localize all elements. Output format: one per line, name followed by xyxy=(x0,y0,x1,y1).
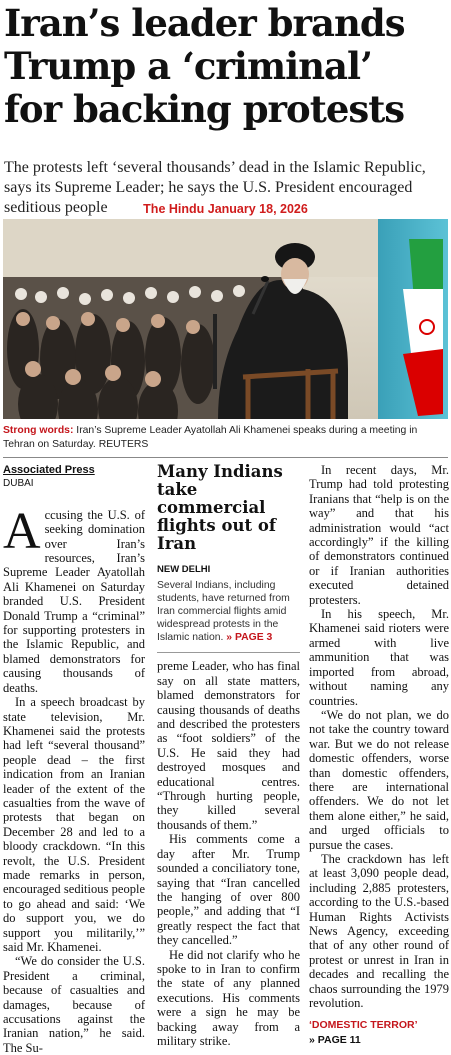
sidebar-body: Several Indians, including students, have returned from Iran commercial flights amid widespread protests in the Islamic nation. xyxy=(157,580,290,644)
article-paragraph: preme Leader, who has final say on all state matters, blamed demonstrators for causing thousands of deaths and described the protesters as “foot soldiers” of the U.S. He said they had destroyed mosques and educational centres. “Through hurting people, they killed several thousands of them.” xyxy=(157,659,300,832)
headline-line-3: for backing protests xyxy=(4,87,405,131)
publication-dateline: The Hindu January 18, 2026 xyxy=(143,202,308,216)
article-paragraph: In a speech broadcast by state television, Mr. Khamenei said the protests had left “several thousand” people dead – the first indication from an Iranian leader of the extent of the casualties from the wave of protests that began on December 28 and led to a bloody crackdown. “In this revolt, the U.S. President made remarks in person, encouraged seditious people to go ahead and said: ‘We do support you, we do support you militarily,’” said Mr. Khamenei. xyxy=(3,695,145,954)
article-paragraph: “We do consider the U.S. President a criminal, because of casualties and damages, because of accusations against the Iranian nation,” he said. The Su- xyxy=(3,954,145,1055)
article-paragraph: His comments come a day after Mr. Trump sounded a conciliatory tone, saying that “Iran cancelled the hanging of over 800 people,” and adding that “I greatly respect the fact that they cancelled.” xyxy=(157,832,300,948)
caption-credit: REUTERS xyxy=(95,439,149,450)
news-photo xyxy=(3,219,448,419)
headline-line-1: Iran’s leader brands xyxy=(4,1,405,45)
article-paragraph xyxy=(3,502,145,695)
article-column-3 xyxy=(309,463,449,1047)
article-paragraph: In his speech, Mr. Khamenei said rioters were armed with live ammunition that was imported from abroad, without naming any countries. xyxy=(309,607,449,708)
deck-subheadline: The protests left ‘several thousands’ dead in the Islamic Republic, says its Supreme Leader; he says the U.S. President encouraged seditious people xyxy=(4,159,426,216)
sidebar-box xyxy=(157,463,300,653)
photo-illustration xyxy=(3,219,448,419)
caption-text: Iran’s Supreme Leader Ayatollah Ali Khamenei speaks during a meeting in Tehran on Saturday. xyxy=(3,425,418,450)
sidebar-page-ref[interactable]: » PAGE 3 xyxy=(223,632,273,644)
sidebar-title[interactable]: Many Indians take commercial flights out of Iran xyxy=(157,462,283,553)
article-paragraph: He did not clarify who he spoke to in Iran to confirm the state of any planned executions. His comments were a sign he may be backing away from a military strike. xyxy=(157,947,300,1048)
section-divider xyxy=(3,457,448,458)
headline xyxy=(4,2,449,131)
sidebar-place: NEW DELHI xyxy=(157,564,211,575)
caption-lead: Strong words: xyxy=(3,425,74,436)
headline-line-2: Trump a ‘criminal’ xyxy=(4,44,372,88)
sidebar-text xyxy=(157,579,300,644)
continued-title: ‘DOMESTIC TERROR’ xyxy=(309,1019,418,1032)
article-paragraph: In recent days, Mr. Trump had told protesting Iranians that “help is on the way” and that his administration would “act accordingly” if the killing of demonstrators continued or if Iranian authorities executed detained protesters. xyxy=(309,463,449,607)
byline: Associated Press xyxy=(3,464,95,476)
article-column-1 xyxy=(3,463,145,1055)
article-paragraph: “We do not plan, we do not take the country toward war. But we do not release domestic offenders, worse than domestic offenders, there are international offenders. We do not let them alone either,” he said, and urged officials to pursue the cases. xyxy=(309,707,449,852)
article-paragraph: The crackdown has left at least 3,090 people dead, including 2,885 protesters, according to the U.S.-based Human Rights Activists News Agency, exceeding that of any other round of protest or unrest in Iran in decades and recalling the chaos surrounding the 1979 revolution. xyxy=(309,851,449,1011)
photo-caption xyxy=(3,424,448,452)
article-column-2 xyxy=(157,463,300,1048)
drop-cap: A xyxy=(3,502,41,560)
dateline-place: DUBAI xyxy=(3,478,34,490)
sidebar-divider xyxy=(157,652,300,653)
paragraph-text: ccusing the U.S. of seeking domination over Iran’s resources, Iran’s Supreme Leader Ayatollah Ali Khamenei on Saturday branded U.S. President Donald Trump a “criminal” for supporting protesters in the Islamic Republic, and blamed demonstrators for causing thousands of deaths. xyxy=(3,507,145,695)
continued-page-link[interactable]: » PAGE 11 xyxy=(309,1033,361,1046)
